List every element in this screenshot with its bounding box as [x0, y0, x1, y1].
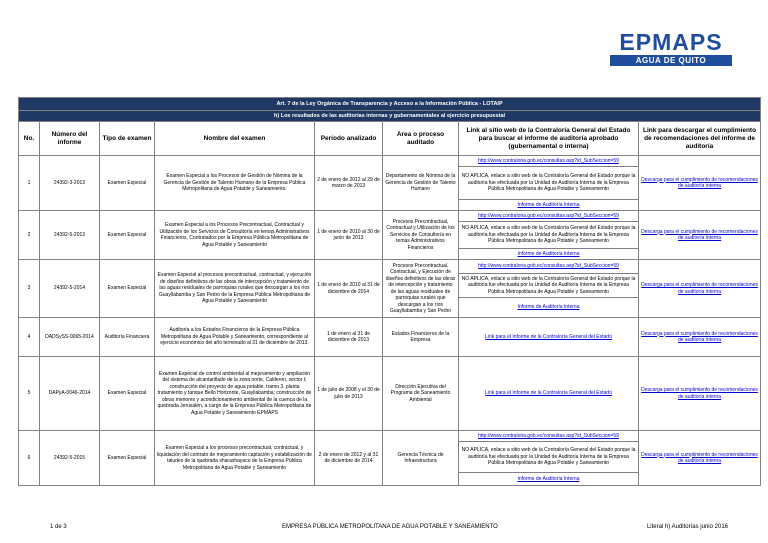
row6-area: Gerencia Técnica de Infraestructura: [383, 431, 459, 486]
row3-area: Procesos Precontractual, Contractual, y Ejecución de diseños definitivos de las obras de intercepción y tratamiento de las aguas residuales de parroquias rurales que descargan a los ríos Guayllabamba y San Pedro: [383, 260, 459, 318]
row3-descarga-link[interactable]: Descarga para el cumplimiento de recomendaciones de auditoría interna: [639, 260, 761, 318]
row5-tipo: Examen Especial: [100, 357, 155, 431]
row5-numero: DAPyA-0046-2014: [40, 357, 100, 431]
audit-results-table: [18, 97, 761, 486]
header-no: No.: [19, 122, 40, 156]
row4-numero: DADSySS-0065-2014: [40, 318, 100, 357]
row2-nombre: Examen Especial a los Procesos Precontractual, Contractual y Utilización de los Servicios de Consultoría en temas Administrativos Financieros, Contratados por la Empresa Pública Metropolitana de Agua Potable y Saneamiento: [155, 211, 315, 260]
row2-numero: 24392-5-2013: [40, 211, 100, 260]
row6-no: 6: [19, 431, 40, 486]
row1-periodo: 2 de enero de 2012 al 29 de marzo de 2013: [315, 156, 383, 211]
row3-no: 3: [19, 260, 40, 318]
row1-no: 1: [19, 156, 40, 211]
row4-descarga-link[interactable]: Descarga para el cumplimiento de recomendaciones de auditoría interna: [639, 318, 761, 357]
row6-contraloria-link[interactable]: http://www.contraloria.gob.ec/consultas.asp?id_SubSeccion=59: [459, 431, 639, 442]
header-tipo: Tipo de examen: [100, 122, 155, 156]
epmaps-logo: [610, 30, 732, 66]
header-numero: Número del informe: [40, 122, 100, 156]
row3-contraloria-link[interactable]: http://www.contraloria.gob.ec/consultas.asp?id_SubSeccion=59: [459, 260, 639, 274]
row1-area: Departamento de Nómina de la Gerencia de Gestión de Talento Humano: [383, 156, 459, 211]
table-title: Art. 7 de la Ley Orgánica de Transparencia y Acceso a la Información Pública - LOTAIP: [19, 98, 761, 111]
header-periodo: Período analizado: [315, 122, 383, 156]
row2-contraloria-link[interactable]: http://www.contraloria.gob.ec/consultas.asp?id_SubSeccion=59: [459, 211, 639, 222]
footer-company: EMPRESA PÚBLICA METROPOLITANA DE AGUA POTABLE Y SANEAMIENTO: [282, 524, 498, 530]
row1-contraloria-link[interactable]: http://www.contraloria.gob.ec/consultas.asp?id_SubSeccion=59: [459, 156, 639, 167]
row4-no: 4: [19, 318, 40, 357]
row2-tipo: Examen Especial: [100, 211, 155, 260]
header-link-contraloria: Link al sitio web de la Contraloría General del Estado para buscar el informe de auditoría aprobado (gubernamental o interna): [459, 122, 639, 156]
row2-descarga-link[interactable]: Descarga para el cumplimiento de recomendaciones de auditoría interna: [639, 211, 761, 260]
row6-nombre: Examen Especial a los procesos precontractual, contractual, y liquidación del contrato de mejoramiento captación y estabilización de taludes de la quebrada sharashayacu de la Empresa Pública Metropolitana de Agua Potable y Saneamiento: [155, 431, 315, 486]
row5-nombre: Examen Especial de control ambiental al mejoramiento y ampliación del sistema de alcantarillado de la zona norte, Calderon, sector I; construcción del proyecto de agua potable, tramo 3, planta tratamiento y tanque Bello Horizonte, Guayllabamba; construcción de obras menores y acondicionamiento ambiental de la cuenca de la quebrada Jerusalén, a cargo de la Empresa Pública Metropolitana de Agua Potable y Saneamiento EPMAPS: [155, 357, 315, 431]
footer-page-number: 1 de 3: [50, 524, 67, 530]
row2-area: Procesos Precontractual, Contractual y Utilización de los Servicios de Consultoría en temas Administrativos Financieros: [383, 211, 459, 260]
row3-informe-interno-link[interactable]: Informe de Auditoría Interna: [459, 298, 639, 318]
row4-area: Estados Financieros de la Empresa: [383, 318, 459, 357]
row5-area: Dirección Ejecutiva del Programa de Saneamiento Ambiental: [383, 357, 459, 431]
row1-numero: 24392-3-2013: [40, 156, 100, 211]
logo-name: EPMAPS: [619, 29, 723, 55]
logo-tagline: AGUA DE QUITO: [610, 55, 732, 66]
row2-no: 2: [19, 211, 40, 260]
row6-periodo: 2 de enero de 2012 y al 31 de diciembre de 2014: [315, 431, 383, 486]
row1-descarga-link[interactable]: Descarga para el cumplimiento de recomendaciones de auditoría interna: [639, 156, 761, 211]
row5-informe-contraloria-link[interactable]: Link para el Informe de la Contraloría General del Estado: [459, 357, 639, 431]
row3-no-aplica: NO APLICA, enlace a sitio web de la Contraloría General del Estado porque la auditoría fue efectuada por la Unidad de Auditoría Interna de la Empresa Pública Metropolitana de Agua Potable y Saneamiento: [459, 274, 639, 298]
row6-descarga-link[interactable]: Descarga para el cumplimiento de recomendaciones de auditoría interna: [639, 431, 761, 486]
header-nombre: Nombre del examen: [155, 122, 315, 156]
row6-no-aplica: NO APLICA, enlace a sitio web de la Contraloría General del Estado porque la auditoría fue efectuada por la Unidad de Auditoría Interna de la Empresa Pública Metropolitana de Agua Potable y Saneamiento: [459, 442, 639, 473]
row3-tipo: Examen Especial: [100, 260, 155, 318]
row6-tipo: Examen Especial: [100, 431, 155, 486]
row5-no: 5: [19, 357, 40, 431]
header-link-recomendaciones: Link para descargar el cumplimiento de recomendaciones del informe de auditoría: [639, 122, 761, 156]
row3-periodo: 1 de enero de 2010 al 31 de diciembre de 2014: [315, 260, 383, 318]
row2-periodo: 1 de enero de 2010 al 30 de junio de 2013: [315, 211, 383, 260]
row5-periodo: 1 de julio de 2008 y el 30 de julio de 2013: [315, 357, 383, 431]
row6-informe-interno-link[interactable]: Informe de Auditoría Interna: [459, 473, 639, 486]
row5-descarga-link[interactable]: Descarga para el cumplimiento de recomendaciones de auditoría interna: [639, 357, 761, 431]
row1-informe-interno-link[interactable]: Informe de Auditoría Interna: [459, 200, 639, 211]
row1-no-aplica: NO APLICA, enlace a sitio web de la Contraloría General del Estado porque la auditoría fue efectuada por la Unidad de Auditoría Interna de la Empresa Pública Metropolitana de Agua Potable y Saneamiento: [459, 167, 639, 200]
row6-numero: 24392-5-2015: [40, 431, 100, 486]
row2-informe-interno-link[interactable]: Informe de Auditoría Interna: [459, 249, 639, 260]
table-subtitle: h) Los resultados de las auditorías internas y gubernamentales al ejercicio presupuestal: [19, 111, 761, 122]
row2-no-aplica: NO APLICA, enlace a sitio web de la Contraloría General del Estado porque la auditoría fue efectuada por la Unidad de Auditoría Interna de la Empresa Pública Metropolitana de Agua Potable y Saneamiento: [459, 222, 639, 249]
row4-informe-contraloria-link[interactable]: Link para el Informe de la Contraloría General del Estado: [459, 318, 639, 357]
row3-nombre: Examen Especial al procesos precontractual, contractual, y ejecución de diseños definitivos de las obras de intercepción y tratamiento de las aguas residuales de parroquias rurales que descargan a los ríos Guayllabamba y San Pedro de la Empresa Pública Metropolitana de Agua Potable y Saneamiento: [155, 260, 315, 318]
footer-literal: Literal h) Auditorías junio 2016: [646, 524, 728, 530]
row1-tipo: Examen Especial: [100, 156, 155, 211]
row1-nombre: Examen Especial a los Procesos de Gestión de Nómina de la Gerencia de Gestión de Talento Humano de la Empresa Pública Metropolitana de Agua Potable y Saneamiento.: [155, 156, 315, 211]
row4-tipo: Auditoría Financiera: [100, 318, 155, 357]
row3-numero: 24392-5-2014: [40, 260, 100, 318]
header-area: Area o proceso auditado: [383, 122, 459, 156]
row4-nombre: Auditoría a los Estados Financieros de la Empresa Pública Metropolitana de Agua Potable y Saneamiento, correspondiente al ejercicio económico del año terminado al 31 de diciembre de 2013.: [155, 318, 315, 357]
row4-periodo: 1 de enero al 31 de diciembre de 2013: [315, 318, 383, 357]
